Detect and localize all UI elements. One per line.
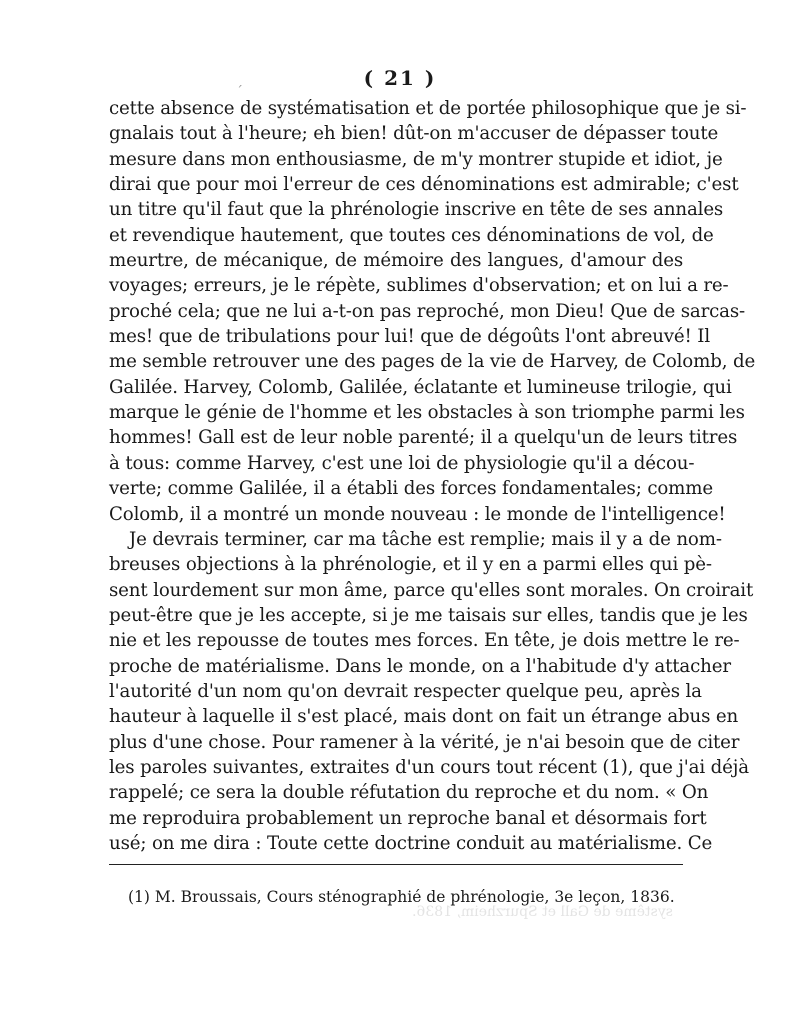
page-number: ( 21 )	[363, 66, 437, 90]
text-line: dirai que pour moi l'erreur de ces dénominations est admirable; c'est	[109, 174, 739, 196]
text-line: mesure dans mon enthousiasme, de m'y montrer stupide et idiot, je	[109, 148, 723, 170]
text-line: à tous: comme Harvey, c'est une loi de physiologie qu'il a décou-	[109, 452, 695, 474]
text-line: usé; on me dira : Toute cette doctrine conduit au matérialisme. Ce	[109, 832, 713, 854]
text-line: Galilée. Harvey, Colomb, Galilée, éclatante et lumineuse trilogie, qui	[109, 376, 732, 398]
text-line: proche de matérialisme. Dans le monde, on a l'habitude d'y attacher	[109, 655, 731, 677]
text-line: marque le génie de l'homme et les obstacles à son triomphe parmi les	[109, 402, 745, 424]
footnote: (1) M. Broussais, Cours sténographié de phrénologie, 3e leçon, 1836.	[128, 888, 675, 906]
text-line: Je devrais terminer, car ma tâche est remplie; mais il y a de nom-	[129, 528, 722, 550]
show-through-text: systême de Gall et Spurzheim, 1836.	[412, 904, 673, 920]
text-line: me semble retrouver une des pages de la vie de Harvey, de Colomb, de	[109, 351, 756, 373]
text-line: verte; comme Galilée, il a établi des forces fondamentales; comme	[109, 478, 713, 500]
text-line: plus d'une chose. Pour ramener à la vérité, je n'ai besoin que de citer	[109, 731, 740, 753]
text-line: les paroles suivantes, extraites d'un cours tout récent (1), que j'ai déjà	[109, 756, 749, 778]
footnote-rule	[109, 864, 683, 865]
text-line: Colomb, il a montré un monde nouveau : le monde de l'intelligence!	[109, 503, 726, 525]
text-line: hauteur à laquelle il s'est placé, mais dont on fait un étrange abus en	[109, 706, 739, 728]
body-text	[109, 96, 756, 856]
text-line: gnalais tout à l'heure; eh bien! dût-on m'accuser de dépasser toute	[109, 123, 719, 145]
text-line: cette absence de systématisation et de portée philosophique que je si-	[109, 98, 747, 119]
text-line: proché cela; que ne lui a-t-on pas reproché, mon Dieu! Que de sarcas-	[109, 300, 746, 322]
text-line: me reproduira probablement un reproche banal et désormais fort	[109, 807, 707, 829]
text-line: un titre qu'il faut que la phrénologie inscrive en tête de ses annales	[109, 199, 724, 221]
text-line: nie et les repousse de toutes mes forces. En tête, je dois mettre le re-	[109, 630, 740, 652]
text-line: mes! que de tribulations pour lui! que de dégoûts l'ont abreuvé! Il	[109, 326, 711, 348]
text-line: rappelé; ce sera la double réfutation du reproche et du nom. « On	[109, 782, 709, 804]
text-line: peut-être que je les accepte, si je me taisais sur elles, tandis que je les	[109, 604, 748, 626]
text-line: et revendique hautement, que toutes ces dénominations de vol, de	[109, 224, 714, 246]
text-line: meurtre, de mécanique, de mémoire des langues, d'amour des	[109, 250, 683, 272]
text-line: sent lourdement sur mon âme, parce qu'elles sont morales. On croirait	[109, 579, 754, 601]
text-line: l'autorité d'un nom qu'on devrait respecter quelque peu, après la	[109, 680, 702, 702]
text-line: hommes! Gall est de leur noble parenté; il a quelqu'un de leurs titres	[109, 427, 738, 449]
text-line: breuses objections à la phrénologie, et il y en a parmi elles qui pè-	[109, 554, 712, 576]
text-line: voyages; erreurs, je le répète, sublimes d'observation; et on lui a re-	[109, 275, 729, 297]
speck-mark: ˊ	[236, 84, 243, 100]
